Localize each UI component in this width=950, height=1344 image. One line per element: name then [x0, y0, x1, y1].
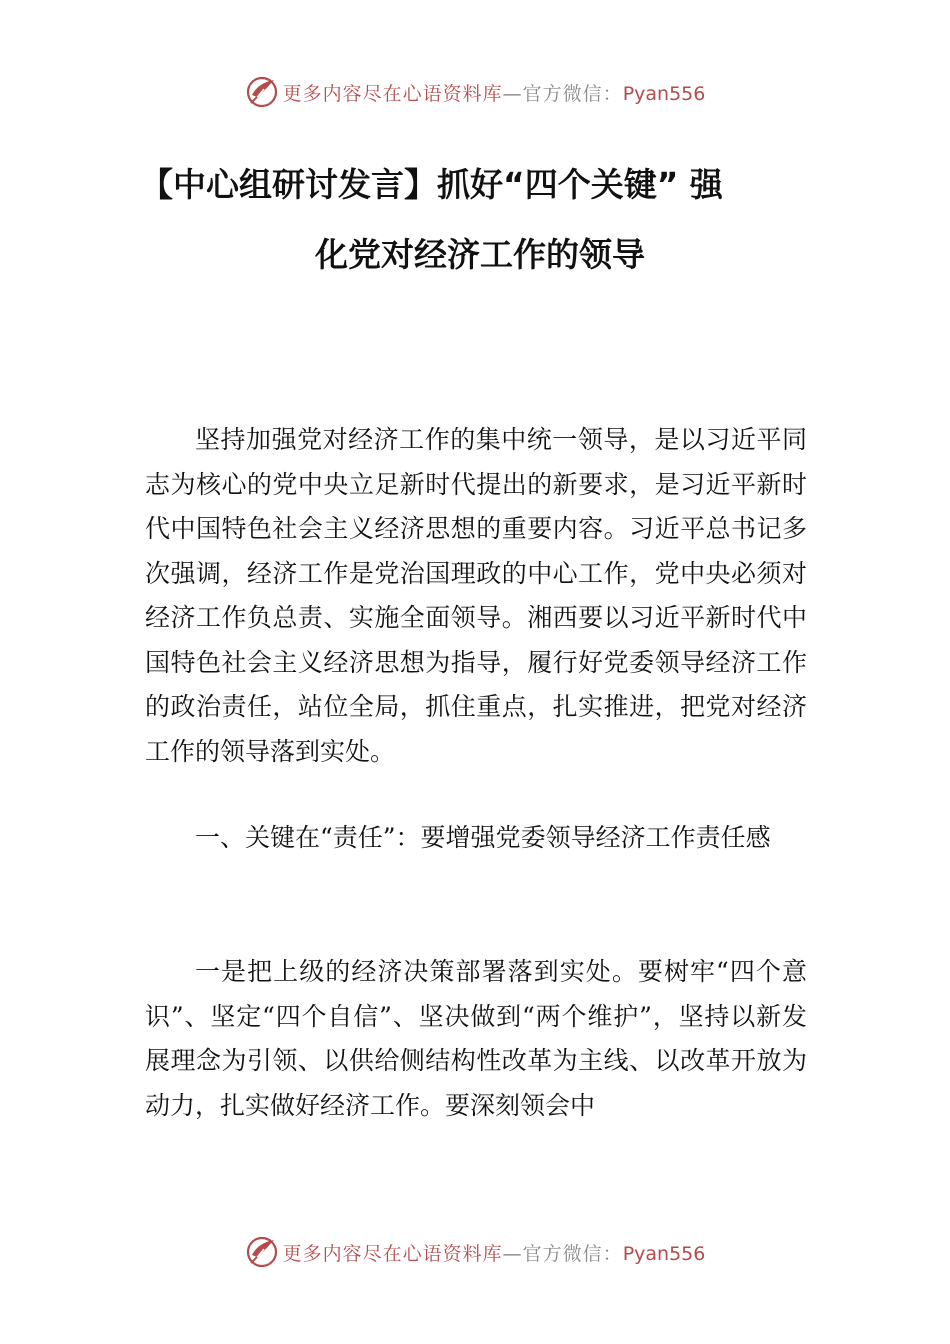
body-paragraph-first-point: 一是把上级的经济决策部署落到实处。要树牢“四个意识”、坚定“四个自信”、坚决做到“两个维护”，坚持以新发展理念为引领、以供给侧结构性改革为主线、以改革开放为动力，扎实做好经济工作。要深刻领会中	[145, 957, 807, 1120]
watermark-official-label: 官方微信：	[522, 1242, 623, 1265]
footer-watermark	[0, 1232, 950, 1272]
watermark-brand: 更多内容尽在心语资料库	[282, 82, 503, 105]
watermark-wechat-id: Pyan556	[622, 1242, 706, 1265]
section-heading-responsibility: 一、关键在“责任”：要增强党委领导经济工作责任感	[195, 823, 771, 852]
header-watermark	[0, 72, 950, 112]
watermark-wechat-id: Pyan556	[622, 82, 706, 105]
watermark-brand: 更多内容尽在心语资料库	[282, 1242, 503, 1265]
body-paragraph-intro: 坚持加强党对经济工作的集中统一领导，是以习近平同志为核心的党中央立足新时代提出的新要求，是习近平新时代中国特色社会主义经济思想的重要内容。习近平总书记多次强调，经济工作是党治国理政的中心工作，党中央必须对经济工作负总责、实施全面领导。湘西要以习近平新时代中国特色社会主义经济思想为指导，履行好党委领导经济工作的政治责任，站位全局，抓住重点，扎实推进，把党对经济工作的领导落到实处。	[145, 425, 807, 766]
quill-logo-icon	[245, 75, 279, 109]
title-line-1: 【中心组研讨发言】抓好“四个关键” 强	[140, 165, 723, 204]
title-line-2: 化党对经济工作的领导	[315, 235, 645, 274]
watermark-text	[283, 1239, 706, 1266]
quill-logo-icon	[245, 1235, 279, 1269]
watermark-text	[283, 79, 706, 106]
document-title	[140, 150, 820, 290]
watermark-dash: —	[502, 82, 523, 105]
watermark-official-label: 官方微信：	[522, 82, 623, 105]
watermark-dash: —	[502, 1242, 523, 1265]
